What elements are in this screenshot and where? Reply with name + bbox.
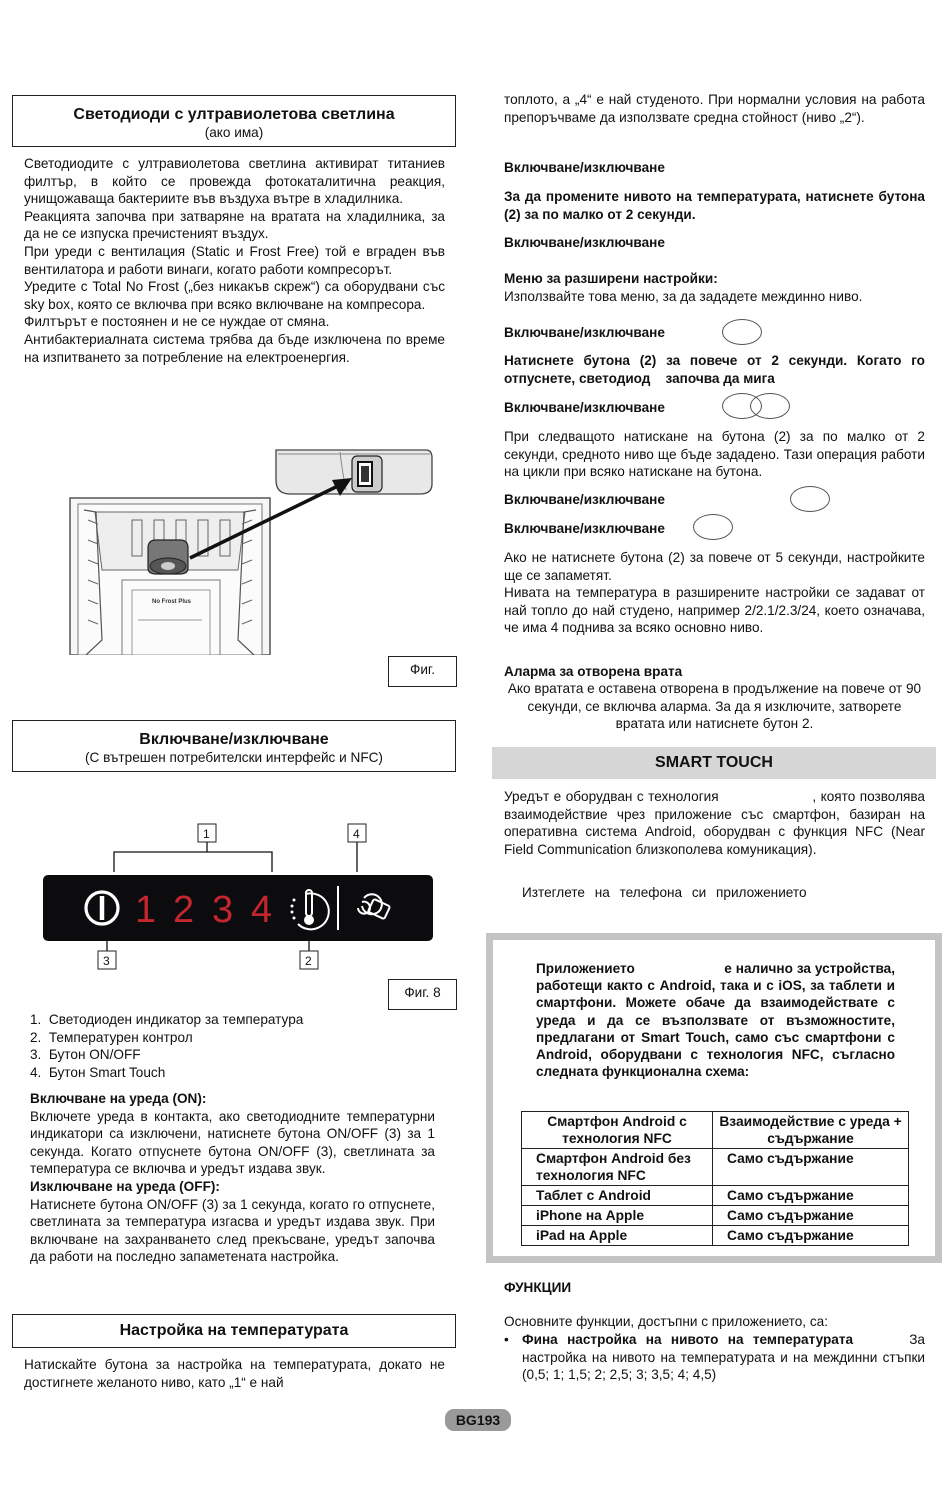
onoff-instructions — [30, 1090, 435, 1266]
table-cell: Само съдържание — [713, 1149, 909, 1186]
led-oval-icon — [790, 486, 830, 512]
callout-2-label: 2 — [305, 954, 312, 968]
table-header-row — [522, 1112, 909, 1149]
smart-touch-title: SMART TOUCH — [655, 754, 773, 771]
save-text: Ако не натиснете бутона (2) за повече от 5 секунди, настройките ще се запаметят. — [504, 550, 925, 583]
door-alarm-text: Ако вратата е оставена отворена в продължение на повече от 90 секунди, се включва аларма. За да я изключите, затворете вратата или натиснете бутон 2. — [507, 681, 922, 732]
led-oval-icon — [750, 393, 790, 419]
table-cell: Смартфон Android без технология NFC — [522, 1149, 713, 1186]
app-compatibility-text: Приложението е налично за устройства, работещи както с Android, така и с iOS, за таблети и смартфони. Можете обаче да взаимодействате с уреда и да се възползвате от възможностите, предлагани от Smart Touch, само със смартфони с Android, оборудвани с технология NFC, съгласно следната функционална схема: — [536, 961, 899, 1080]
table-cell: Смартфон Android с технология NFC — [522, 1112, 713, 1149]
smart-touch-text: Уредът е оборудван с технология , която позволява взаимодействие чрез приложение със смартфон, базиран на оперативна система Android, оборудван с функция NFC (Near Field Communication близкополева комуникация). — [504, 789, 929, 857]
uv-paragraph: При уреди с вентилация (Static и Frost Free) той е вграден във вентилатора и работи винаги, когато работи компресорът. — [24, 243, 445, 277]
uv-text-block — [24, 155, 445, 366]
off-text: Натиснете бутона ON/OFF (3) за 1 секунда, когато го отпуснете, светлината за температура изгасва и уредът издава звук. При включване на захранването след прекъсване, уредът започва да работи на последно запаметената настройка. — [30, 1196, 435, 1265]
table-cell: Само съдържание — [713, 1206, 909, 1226]
table-cell: iPhone на Apple — [522, 1206, 713, 1226]
press-long-text: Натиснете бутона (2) за повече от 2 секунди. Когато го отпуснете, светодиод започва да мига — [504, 353, 929, 386]
callout-4 — [348, 824, 366, 872]
download-app-text: Изтеглете на телефона си приложението — [522, 885, 807, 900]
temperature-section-header — [12, 1314, 456, 1348]
uv-unit-inset — [276, 450, 432, 494]
on-text: Включете уреда в контакта, ако светодиодните температурни индикатори са изключени, натиснете бутона ON/OFF (3) за 1 секунда. Когато отпуснете бутона ON/OFF (3), светлината за температура се включва и уредът издава звук. — [30, 1108, 435, 1177]
advanced-menu-text: Използвайте това меню, за да зададете междинно ниво. — [504, 289, 863, 304]
uv-paragraph: Светодиодите с ултравиолетова светлина активират титаниев филтър, в който се провежда фотокаталитична реакция, унищожаваща бактериите във въздуха вътре в хладилника. — [24, 156, 445, 207]
onoff-label: Включване/изключване — [504, 521, 665, 536]
uv-section-subtitle: (ако има) — [204, 125, 264, 140]
smart-touch-header — [492, 747, 936, 779]
table-cell: Само съдържание — [713, 1186, 909, 1206]
app-compatibility-box — [486, 933, 942, 1263]
page-number — [445, 1409, 511, 1431]
temperature-section-title: Настройка на температурата — [119, 1322, 349, 1339]
onoff-section-header — [12, 720, 456, 772]
bullet-icon: • — [504, 1332, 509, 1347]
uv-paragraph: Антибактериалната система трябва да бъде изключена по време на изпитването за потребление на електроенергия. — [24, 331, 445, 365]
onoff-label: Включване/изключване — [504, 400, 665, 415]
figure-8-caption: Фиг. 8 — [388, 979, 457, 1010]
legend-item: 4. Бутон Smart Touch — [30, 1064, 166, 1080]
table-row — [522, 1149, 909, 1186]
table-row — [522, 1206, 909, 1226]
legend-item: 2. Температурен контрол — [30, 1029, 193, 1045]
callout-4-label: 4 — [353, 827, 360, 841]
table-row — [522, 1226, 909, 1246]
table-cell: Взаимодействие с уреда + съдържание — [713, 1112, 909, 1149]
next-press-text: При следващото натискане на бутона (2) за по малко от 2 секунди, средното ниво ще бъде зададено. Тази операция работи на цикли при всяко натискане на бутона. — [504, 429, 925, 480]
temperature-text-cont: топлото, а „4“ е най студеното. При нормални условия на работа препоръчваме да използвате средна стойност (ниво „2“). — [504, 92, 925, 125]
fridge-label: No Frost Plus — [152, 599, 192, 605]
functions-intro: Основните функции, достъпни с приложението, са: — [504, 1314, 828, 1329]
uv-section-header — [12, 95, 456, 147]
door-alarm-title: Аларма за отворена врата — [504, 664, 683, 679]
advanced-menu-title: Меню за разширени настройки: — [504, 271, 718, 286]
onoff-label: Включване/изключване — [504, 160, 665, 175]
bullet-bold: Фина настройка на нивото на температурата — [522, 1332, 854, 1347]
settings-save-block — [504, 549, 925, 637]
table-cell: Таблет с Android — [522, 1186, 713, 1206]
legend-item: 1. Светодиоден индикатор за температура — [30, 1012, 304, 1027]
legend-item: 3. Бутон ON/OFF — [30, 1047, 141, 1063]
onoff-section-subtitle: (С вътрешен потребителски интерфейс и NFC) — [85, 750, 383, 765]
functions-bullet — [504, 1331, 925, 1384]
table-cell: iPad на Apple — [522, 1226, 713, 1246]
led-oval-icon — [722, 319, 762, 345]
uv-paragraph: Реакцията започва при затваряне на вратата на хладилника, за да не се изпуска пречистеният въздух. — [24, 208, 445, 242]
fridge-uv-illustration — [40, 440, 440, 655]
fridge-cabinet — [70, 498, 270, 655]
on-title: Включване на уреда (ON): — [30, 1091, 207, 1106]
change-level-text: За да промените нивото на температурата, натиснете бутона (2) за по малко от 2 секунди. — [504, 189, 925, 222]
functions-title: ФУНКЦИИ — [504, 1280, 572, 1295]
temp-led-2: 2 — [173, 889, 195, 931]
control-panel-diagram — [40, 820, 440, 970]
figure-caption: Фиг. — [388, 656, 457, 687]
callout-1-label: 1 — [203, 827, 210, 841]
uv-paragraph: Филтърът е постоянен и не се нуждае от смяна. — [24, 314, 330, 330]
led-oval-icon — [693, 514, 733, 540]
onoff-label: Включване/изключване — [504, 492, 665, 507]
levels-text: Нивата на температура в разширените настройки се задават от най топло до най студено, например 2/2.1/2.3/24, което означава, че има 4 поднива за всяко основно ниво. — [504, 585, 925, 636]
callout-1 — [114, 824, 272, 872]
compatibility-table — [521, 1111, 909, 1246]
onoff-label: Включване/изключване — [504, 235, 665, 250]
onoff-label: Включване/изключване — [504, 325, 665, 340]
page-number-label: BG193 — [455, 1412, 501, 1428]
onoff-section-title: Включване/изключване — [139, 731, 329, 748]
callout-3-label: 3 — [103, 954, 110, 968]
callout-3 — [98, 941, 116, 969]
uv-section-title: Светодиоди с ултравиолетова светлина — [73, 106, 395, 123]
temp-led-1: 1 — [135, 889, 157, 931]
temperature-text: Натискайте бутона за настройка на температурата, докато не достигнете желаното ниво, като „1“ е най — [24, 1357, 445, 1390]
table-cell: Само съдържание — [713, 1226, 909, 1246]
uv-paragraph: Уредите с Total No Frost („без никакъв скреж“) са оборудвани със sky box, която се включва при всяко включване на компресора. — [24, 279, 445, 312]
temp-led-3: 3 — [212, 889, 234, 931]
temp-led-4: 4 — [251, 889, 273, 931]
off-title: Изключване на уреда (OFF): — [30, 1178, 220, 1194]
callout-2 — [300, 941, 318, 969]
panel-legend — [30, 1011, 450, 1081]
table-row — [522, 1186, 909, 1206]
bullet-text: За настройка на нивото на температурата и на междинни стъпки (0,5; 1; 1,5; 2; 2,5; 3; 3,5; 4; 4,5) — [522, 1332, 925, 1383]
